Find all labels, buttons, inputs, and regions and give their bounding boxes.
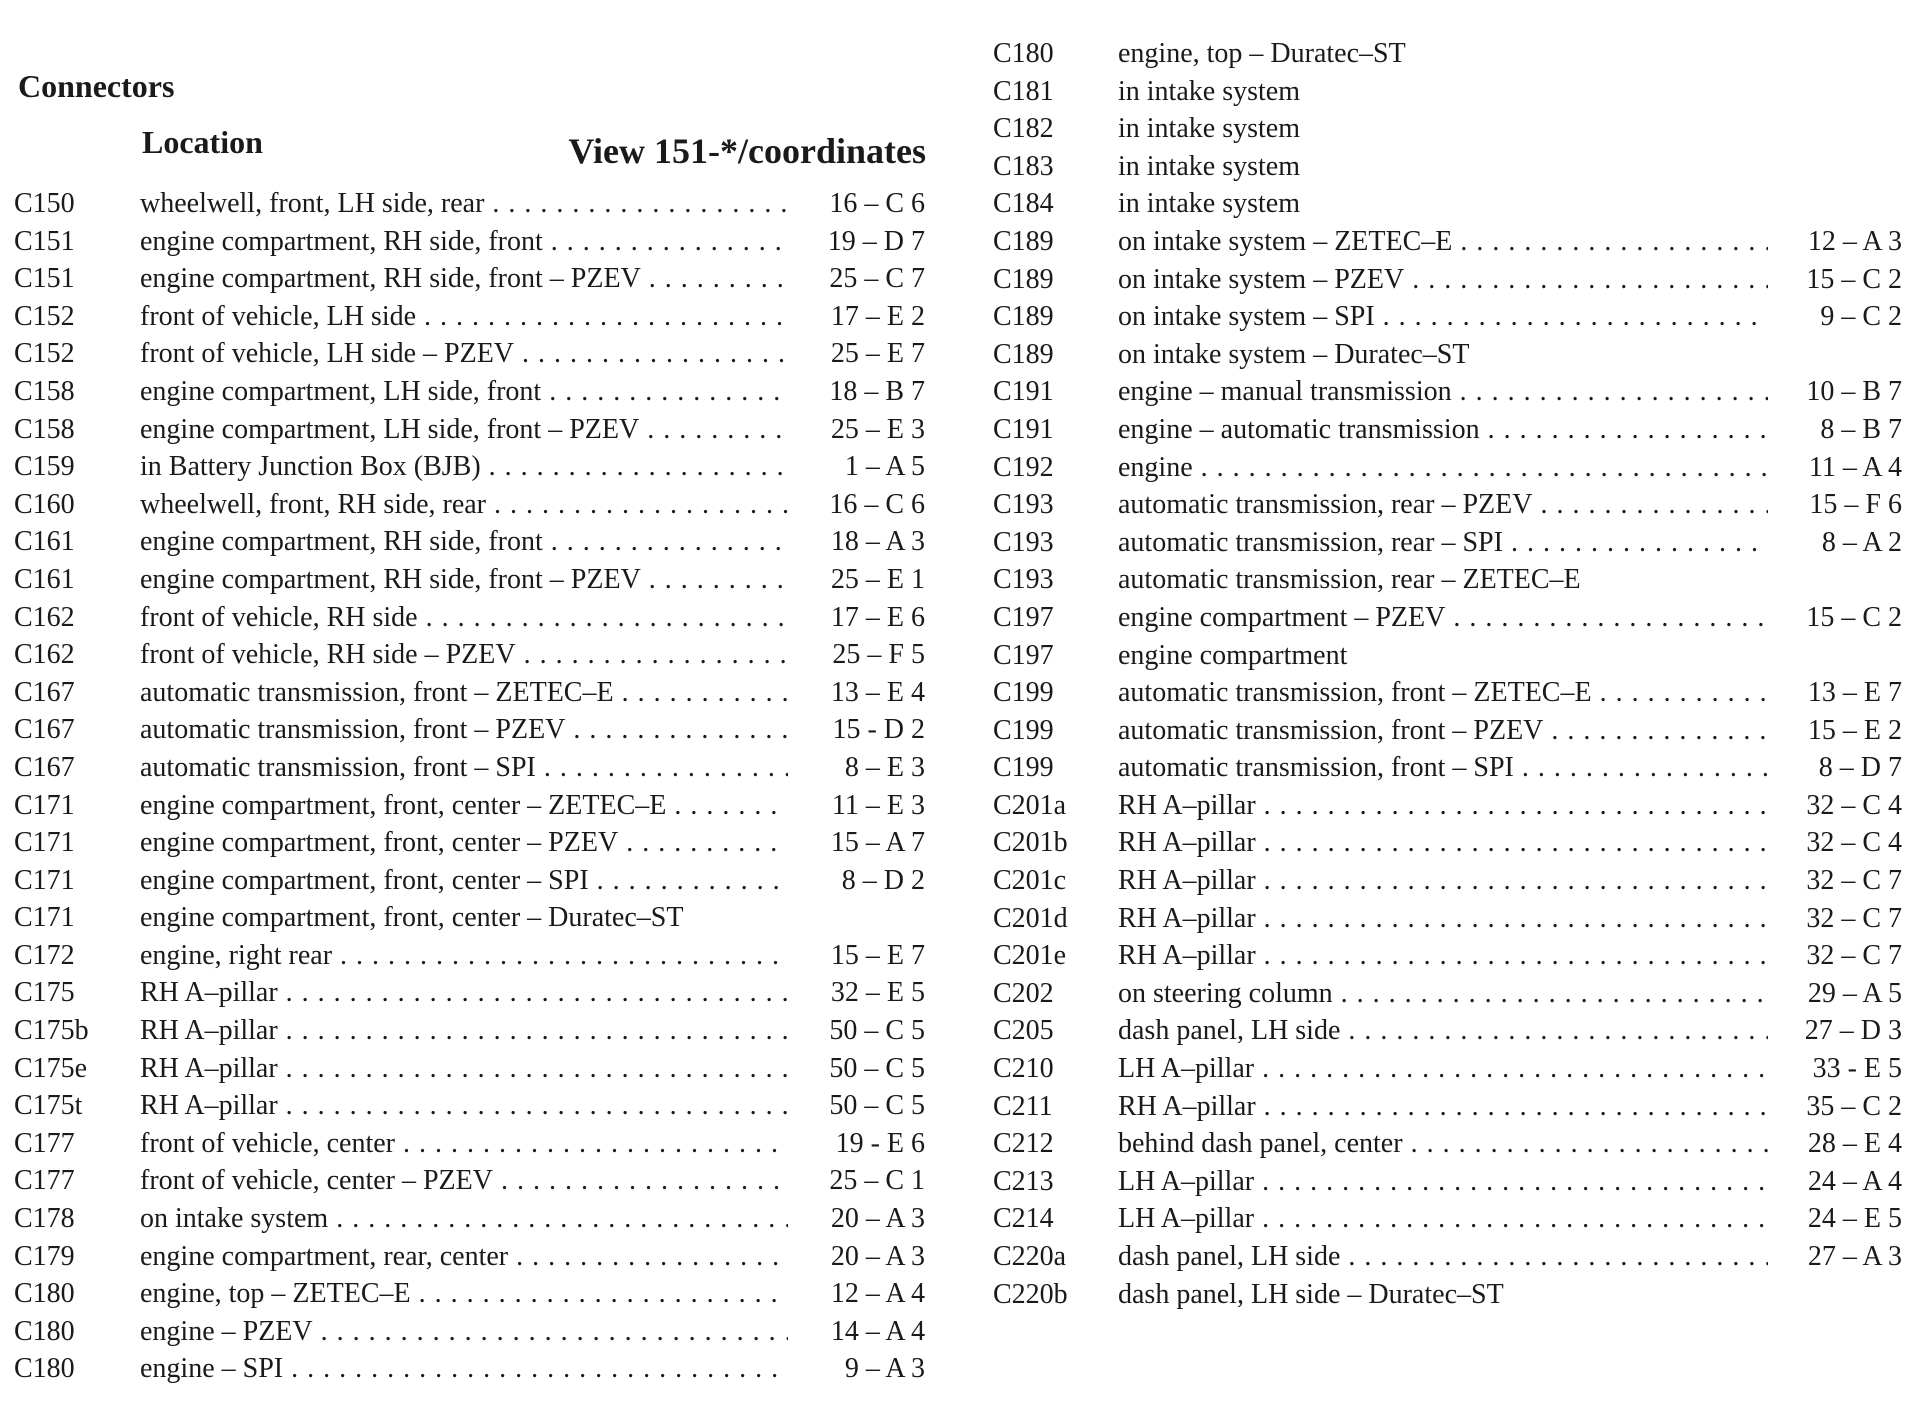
connector-location (140, 1275, 788, 1313)
connector-code: C202 (993, 977, 1054, 1009)
connector-view-coordinates: 20 – A 3 (830, 1203, 925, 1235)
connector-location-text: dash panel, LH side . . . (1118, 1015, 1768, 1046)
connector-view-coordinates: 8 – A 2 (1821, 526, 1902, 558)
connector-location (140, 1125, 788, 1163)
connector-location-text: front of vehicle, center . . . (140, 1128, 788, 1159)
connector-location (1118, 486, 1768, 524)
connector-view-coordinates: 15 – E 7 (830, 939, 925, 971)
connector-code: C220b (993, 1278, 1068, 1310)
connector-view-coordinates: 25 – C 1 (829, 1165, 925, 1197)
connector-location (140, 260, 788, 298)
connector-location-text: automatic transmission, front – SPI . . . (1118, 752, 1768, 783)
connector-location (1118, 637, 1768, 675)
connector-location-text: RH A–pillar . . . (140, 1090, 788, 1121)
connector-location-text: engine – SPI . . . (140, 1353, 788, 1384)
connector-location-text: engine compartment, RH side, front – PZEV . . . (140, 263, 788, 294)
connector-location (140, 937, 788, 975)
connector-location-text: behind dash panel, center . . . (1118, 1128, 1768, 1159)
connector-location (1118, 712, 1768, 750)
connector-code: C150 (14, 188, 75, 219)
connector-location (1118, 336, 1768, 374)
connector-location (1118, 1276, 1768, 1314)
connector-location (1118, 862, 1768, 900)
connector-location (140, 599, 788, 637)
connector-location-text: RH A–pillar . . . (1118, 940, 1768, 971)
connector-code: C180 (14, 1353, 75, 1385)
connector-location (140, 862, 788, 900)
connector-location (1118, 561, 1768, 599)
connector-code: C189 (993, 263, 1054, 295)
connector-view-coordinates: 8 – D 2 (841, 864, 925, 896)
connector-location-text: engine compartment, front, center – Duratec–ST (140, 902, 684, 934)
connector-code: C189 (993, 338, 1054, 370)
connector-location-text: engine, top – ZETEC–E . . . (140, 1278, 788, 1309)
connector-location-text: engine compartment, RH side, front – PZEV . . . (140, 564, 788, 595)
connector-code: C212 (993, 1128, 1054, 1160)
connector-code: C197 (993, 639, 1054, 671)
connector-code: C213 (993, 1165, 1054, 1197)
connector-location-text: in intake system (1118, 75, 1300, 107)
connector-location (140, 448, 788, 486)
connector-code: C182 (993, 113, 1054, 145)
connector-location-text: on intake system – ZETEC–E . . . (1118, 226, 1768, 257)
connector-view-coordinates: 50 – C 5 (829, 1090, 925, 1122)
connector-code: C189 (993, 225, 1054, 257)
connector-code: C220a (993, 1241, 1067, 1272)
connector-location-text: engine compartment, LH side, front – PZEV . . . (140, 414, 788, 445)
connector-view-coordinates: 25 – E 3 (830, 413, 925, 445)
connector-view-coordinates: 10 – B 7 (1806, 376, 1902, 408)
connector-view-coordinates: 8 – B 7 (1820, 413, 1902, 445)
connector-location (140, 711, 788, 749)
connector-code: C199 (993, 752, 1054, 784)
connector-location (1118, 223, 1768, 261)
connector-location (140, 561, 788, 599)
location-column-header: Location (142, 124, 263, 160)
connector-location (1118, 1163, 1768, 1201)
connector-location (1118, 185, 1768, 223)
connector-code: C177 (14, 1165, 75, 1197)
connector-location-text: automatic transmission, front – ZETEC–E . . . (1118, 677, 1768, 708)
connector-location-text: automatic transmission, front – SPI . . . (140, 752, 788, 783)
connector-code: C184 (993, 188, 1054, 220)
connector-location (140, 899, 788, 937)
connector-location (1118, 110, 1768, 148)
connector-location (1118, 411, 1768, 449)
connector-location (140, 1162, 788, 1200)
connector-view-coordinates: 32 – C 7 (1806, 865, 1902, 897)
connector-code: C183 (993, 150, 1054, 182)
connector-location-text: engine compartment, LH side, front . . . (140, 376, 788, 407)
connector-view-coordinates: 18 – B 7 (829, 375, 925, 407)
connector-location-text: in Battery Junction Box (BJB) . . . (140, 451, 788, 482)
connector-view-coordinates: 13 – E 7 (1807, 677, 1902, 709)
connector-view-coordinates: 50 – C 5 (829, 1015, 925, 1047)
connector-code: C167 (14, 676, 75, 708)
view-coordinates-column-header: View 151-*/coordinates (568, 131, 926, 171)
connector-code: C193 (993, 489, 1054, 521)
connector-location-text: RH A–pillar . . . (1118, 827, 1768, 858)
connector-location (1118, 1088, 1768, 1126)
connector-location (140, 335, 788, 373)
connector-location-text: engine compartment, front, center – SPI . . . (140, 865, 788, 896)
connector-location-text: on intake system – Duratec–ST (1118, 338, 1470, 370)
connector-location (1118, 449, 1768, 487)
connector-location-text: RH A–pillar . . . (1118, 903, 1768, 934)
connector-location-text: RH A–pillar . . . (140, 1053, 788, 1084)
connector-view-coordinates: 17 – E 2 (830, 300, 925, 332)
connector-location (1118, 261, 1768, 299)
connector-location (1118, 599, 1768, 637)
connector-code: C175e (14, 1052, 88, 1084)
connector-location-text: engine, top – Duratec–ST (1118, 38, 1406, 69)
connector-code: C152 (14, 338, 75, 370)
connector-location-text: automatic transmission, rear – SPI . . . (1118, 527, 1768, 558)
connector-location-text: engine compartment, front, center – PZEV . . . (140, 827, 788, 858)
connector-view-coordinates: 50 – C 5 (829, 1052, 925, 1084)
connector-location-text: on intake system – PZEV . . . (1118, 264, 1768, 295)
connector-location (1118, 975, 1768, 1013)
connector-code: C158 (14, 375, 75, 407)
connector-view-coordinates: 19 – D 7 (827, 225, 925, 257)
connector-location-text: front of vehicle, LH side – PZEV . . . (140, 338, 788, 369)
connector-view-coordinates: 15 – F 6 (1809, 489, 1902, 521)
connector-view-coordinates: 13 – E 4 (830, 676, 925, 708)
connector-location-text: RH A–pillar . . . (1118, 790, 1768, 821)
connector-location-text: LH A–pillar . . . (1118, 1166, 1768, 1197)
connector-location (140, 1087, 788, 1125)
connector-location-text: engine compartment – PZEV . . . (1118, 602, 1768, 633)
connector-location-text: engine . . . (1118, 452, 1768, 483)
connector-location-text: engine – PZEV . . . (140, 1316, 788, 1347)
connector-view-coordinates: 27 – D 3 (1804, 1015, 1902, 1047)
connector-location (140, 674, 788, 712)
connector-location (1118, 787, 1768, 825)
connector-code: C201c (993, 865, 1067, 897)
connector-location-text: automatic transmission, front – PZEV . . . (140, 714, 788, 745)
connector-code: C177 (14, 1127, 75, 1159)
connector-code: C199 (993, 714, 1054, 746)
connector-code: C193 (993, 564, 1054, 596)
connector-view-coordinates: 11 – A 4 (1808, 451, 1902, 483)
connector-code: C159 (14, 451, 75, 483)
connector-location-text: engine compartment, RH side, front . . . (140, 226, 788, 257)
connector-location-text: in intake system (1118, 113, 1300, 145)
connector-location-text: RH A–pillar . . . (1118, 1091, 1768, 1122)
connector-view-coordinates: 12 – A 4 (830, 1278, 925, 1310)
connector-code: C199 (993, 677, 1054, 709)
connector-location-text: on steering column . . . (1118, 978, 1768, 1009)
connector-view-coordinates: 29 – A 5 (1807, 977, 1902, 1009)
connector-code: C201a (993, 789, 1067, 821)
connector-code: C161 (14, 526, 75, 558)
connector-location-text: engine – automatic transmission . . . (1118, 414, 1768, 445)
connector-code: C193 (993, 526, 1054, 558)
connector-view-coordinates: 24 – A 4 (1807, 1165, 1902, 1197)
connector-location (1118, 749, 1768, 787)
connector-view-coordinates: 16 – C 6 (829, 488, 925, 520)
connector-code: C201b (993, 827, 1068, 859)
connector-location (140, 636, 788, 674)
connector-location (140, 486, 788, 524)
connector-code: C180 (14, 1278, 75, 1310)
connector-view-coordinates: 15 – C 2 (1806, 601, 1902, 633)
connector-code: C211 (993, 1090, 1053, 1122)
connector-location-text: automatic transmission, rear – ZETEC–E (1118, 564, 1581, 596)
connector-code: C201d (993, 902, 1068, 934)
connector-code: C210 (993, 1053, 1054, 1085)
connector-location (140, 373, 788, 411)
connector-code: C180 (993, 38, 1054, 69)
connector-code: C172 (14, 939, 75, 971)
connector-code: C178 (14, 1203, 75, 1235)
connector-location-text: engine, right rear . . . (140, 940, 788, 971)
connector-view-coordinates: 32 – C 7 (1806, 940, 1902, 972)
connector-location-text: dash panel, LH side . . . (1118, 1241, 1768, 1272)
connector-code: C171 (14, 827, 75, 859)
connector-location (1118, 900, 1768, 938)
connector-location (140, 749, 788, 787)
connector-view-coordinates: 32 – C 7 (1806, 902, 1902, 934)
connector-view-coordinates: 1 – A 5 (844, 451, 925, 483)
page-title: Connectors (18, 68, 175, 104)
connector-code: C175b (14, 1015, 89, 1047)
connector-code: C214 (993, 1203, 1054, 1235)
connector-location (140, 824, 788, 862)
connector-location (1118, 373, 1768, 411)
connector-location (140, 1012, 788, 1050)
connector-code: C162 (14, 639, 75, 671)
connector-code: C179 (14, 1240, 75, 1272)
connector-view-coordinates: 20 – A 3 (830, 1240, 925, 1272)
connector-view-coordinates: 32 – C 4 (1806, 827, 1902, 859)
connector-location-text: LH A–pillar . . . (1118, 1203, 1768, 1234)
connector-location-text: on intake system . . . (140, 1203, 788, 1234)
connector-location (140, 1050, 788, 1088)
connector-location (140, 523, 788, 561)
connector-code: C162 (14, 601, 75, 633)
connector-code: C171 (14, 902, 75, 934)
connector-code: C171 (14, 864, 75, 896)
connector-location-text: engine compartment (1118, 639, 1348, 671)
connector-location (140, 185, 788, 223)
connector-view-coordinates: 25 – E 1 (830, 563, 925, 595)
connector-location-text: engine compartment, front, center – ZETEC–E . . . (140, 790, 788, 821)
connector-view-coordinates: 32 – E 5 (830, 977, 925, 1009)
connector-code: C151 (14, 263, 75, 295)
connector-location-text: in intake system (1118, 150, 1300, 182)
connector-location-text: on intake system – SPI . . . (1118, 301, 1768, 332)
connector-code: C151 (14, 225, 75, 257)
connector-view-coordinates: 24 – E 5 (1807, 1203, 1902, 1235)
connector-code: C192 (993, 451, 1054, 483)
connector-location (140, 974, 788, 1012)
connector-code: C205 (993, 1015, 1054, 1047)
connector-location (140, 411, 788, 449)
connector-location-text: front of vehicle, LH side . . . (140, 301, 788, 332)
connector-code: C158 (14, 413, 75, 445)
connector-location-text: LH A–pillar . . . (1118, 1053, 1768, 1084)
connector-location-text: front of vehicle, RH side – PZEV . . . (140, 639, 788, 670)
connector-location-text: RH A–pillar . . . (140, 1015, 788, 1046)
connector-location-text: wheelwell, front, LH side, rear . . . (140, 188, 788, 219)
connector-view-coordinates: 8 – E 3 (844, 751, 925, 783)
connector-location (140, 1313, 788, 1351)
connector-location-text: engine compartment, RH side, front . . . (140, 526, 788, 557)
connector-view-coordinates: 19 - E 6 (835, 1127, 925, 1159)
connector-code: C180 (14, 1315, 75, 1347)
connector-view-coordinates: 28 – E 4 (1807, 1128, 1902, 1160)
connector-view-coordinates: 25 – C 7 (829, 263, 925, 295)
connector-location-text: engine compartment, rear, center . . . (140, 1241, 788, 1272)
connector-view-coordinates: 9 – A 3 (844, 1353, 925, 1385)
connector-code: C152 (14, 300, 75, 332)
connector-location (1118, 298, 1768, 336)
connector-view-coordinates: 12 – A 3 (1807, 225, 1902, 257)
connector-view-coordinates: 25 – F 5 (832, 639, 925, 671)
connector-location-text: RH A–pillar . . . (1118, 865, 1768, 896)
connector-view-coordinates: 15 – C 2 (1806, 263, 1902, 295)
connector-code: C160 (14, 488, 75, 520)
connector-code: C161 (14, 563, 75, 595)
connector-code: C171 (14, 789, 75, 821)
connector-location (140, 223, 788, 261)
connector-location-text: automatic transmission, front – ZETEC–E . . . (140, 677, 788, 708)
connector-location (1118, 524, 1768, 562)
connector-code: C189 (993, 301, 1054, 333)
connector-location (1118, 674, 1768, 712)
connector-location-text: in intake system (1118, 188, 1300, 220)
connector-view-coordinates: 11 – E 3 (831, 789, 925, 821)
connector-location-text: dash panel, LH side – Duratec–ST (1118, 1278, 1504, 1310)
connector-code: C191 (993, 413, 1054, 445)
connector-view-coordinates: 32 – C 4 (1806, 789, 1902, 821)
connector-view-coordinates: 16 – C 6 (829, 188, 925, 219)
connector-code: C197 (993, 601, 1054, 633)
connector-view-coordinates: 25 – E 7 (830, 338, 925, 370)
connector-view-coordinates: 9 – C 2 (1820, 301, 1902, 333)
connector-view-coordinates: 14 – A 4 (830, 1315, 925, 1347)
connector-location (1118, 1050, 1768, 1088)
connector-location (1118, 1012, 1768, 1050)
connector-code: C175t (14, 1090, 83, 1122)
connector-code: C167 (14, 751, 75, 783)
connector-location-text: wheelwell, front, RH side, rear . . . (140, 489, 788, 520)
connector-location-text: engine – manual transmission . . . (1118, 376, 1768, 407)
connector-location-text: automatic transmission, rear – PZEV . . . (1118, 489, 1768, 520)
connector-view-coordinates: 35 – C 2 (1806, 1090, 1902, 1122)
connector-code: C201e (993, 940, 1067, 972)
connector-location (140, 1238, 788, 1276)
connector-code: C175 (14, 977, 75, 1009)
connector-view-coordinates: 27 – A 3 (1807, 1241, 1902, 1272)
connector-location (1118, 1238, 1768, 1276)
connector-code: C167 (14, 714, 75, 746)
connector-location (1118, 1125, 1768, 1163)
connector-code: C191 (993, 376, 1054, 408)
connector-view-coordinates: 17 – E 6 (830, 601, 925, 633)
connector-view-coordinates: 15 – A 7 (830, 827, 925, 859)
connector-view-coordinates: 18 – A 3 (830, 526, 925, 558)
connector-code: C181 (993, 75, 1054, 107)
connector-location (1118, 35, 1768, 73)
connector-location (1118, 824, 1768, 862)
connector-location (140, 787, 788, 825)
connector-location (1118, 1200, 1768, 1238)
connector-location-text: automatic transmission, front – PZEV . . . (1118, 715, 1768, 746)
connector-location (1118, 937, 1768, 975)
connector-location (140, 1200, 788, 1238)
connector-location (1118, 148, 1768, 186)
connector-location-text: front of vehicle, RH side . . . (140, 602, 788, 633)
connector-view-coordinates: 15 – E 2 (1807, 714, 1902, 746)
connector-view-coordinates: 33 - E 5 (1812, 1053, 1902, 1085)
connector-location-text: front of vehicle, center – PZEV . . . (140, 1165, 788, 1196)
connector-view-coordinates: 15 - D 2 (832, 714, 925, 746)
connector-location (1118, 73, 1768, 111)
connector-location-text: RH A–pillar . . . (140, 977, 788, 1008)
connector-view-coordinates: 8 – D 7 (1818, 752, 1902, 784)
connector-location (140, 298, 788, 336)
connector-location (140, 1350, 788, 1388)
